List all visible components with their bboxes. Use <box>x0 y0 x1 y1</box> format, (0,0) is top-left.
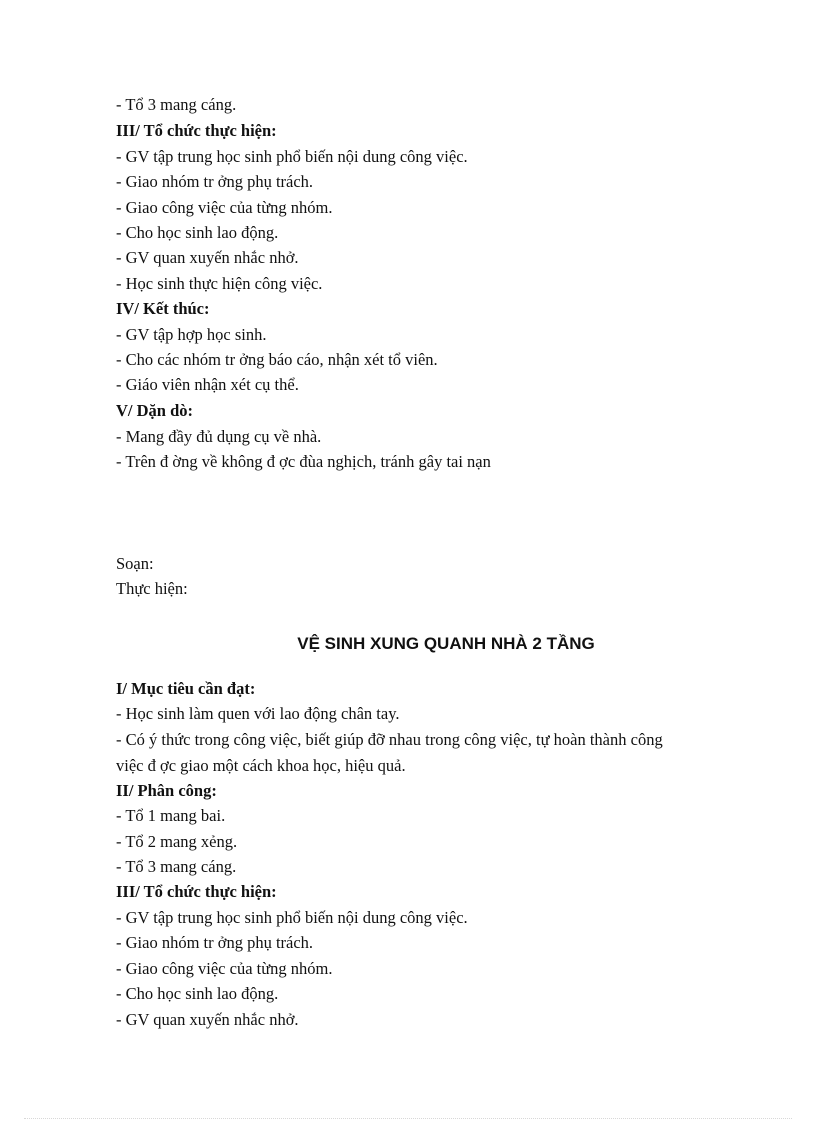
page-bottom-divider <box>24 1118 792 1119</box>
list-item: - Học sinh thực hiện công việc. <box>116 274 323 293</box>
list-item: - Giao công việc của từng nhóm. <box>116 198 333 217</box>
list-item: - GV tập trung học sinh phổ biến nội dung công việc. <box>116 908 468 927</box>
heading-conclusion: IV/ Kết thúc: <box>116 299 210 318</box>
assign-item-team3: - Tổ 3 mang cáng. <box>116 95 237 114</box>
list-item: - GV tập trung học sinh phổ biến nội dung công việc. <box>116 147 468 166</box>
heading-goals: I/ Mục tiêu cần đạt: <box>116 679 256 698</box>
taught-date-label: Thực hiện: <box>116 579 188 598</box>
list-item: - Giao nhóm tr ởng phụ trách. <box>116 172 314 191</box>
list-item: - GV quan xuyến nhắc nhở. <box>116 1010 299 1029</box>
list-item: - Trên đ ờng về không đ ợc đùa nghịch, tránh gây tai nạn <box>116 452 491 471</box>
list-item: - Cho học sinh lao động. <box>116 984 279 1003</box>
list-item: - Học sinh làm quen với lao động chân tay. <box>116 704 400 723</box>
prepared-date-label: Soạn: <box>116 554 154 573</box>
list-item: - Giao công việc của từng nhóm. <box>116 959 333 978</box>
list-item: - Tổ 2 mang xẻng. <box>116 832 238 851</box>
lesson-title: VỆ SINH XUNG QUANH NHÀ 2 TẦNG <box>297 634 595 653</box>
list-item: - Mang đầy đủ dụng cụ về nhà. <box>116 427 322 446</box>
list-item: - Cho học sinh lao động. <box>116 223 279 242</box>
list-item: - Tổ 1 mang bai. <box>116 806 226 825</box>
list-item: - Giao nhóm tr ởng phụ trách. <box>116 933 314 952</box>
list-item: - GV quan xuyến nhắc nhở. <box>116 248 299 267</box>
heading-organization: III/ Tổ chức thực hiện: <box>116 882 277 901</box>
list-item: - Cho các nhóm tr ởng báo cáo, nhận xét tổ viên. <box>116 350 438 369</box>
list-item: - GV tập hợp học sinh. <box>116 325 267 344</box>
list-item: - Có ý thức trong công việc, biết giúp đỡ nhau trong công việc, tự hoàn thành công <box>116 730 663 749</box>
heading-organization: III/ Tổ chức thực hiện: <box>116 121 277 140</box>
heading-assignment: II/ Phân công: <box>116 781 217 800</box>
list-item: - Giáo viên nhận xét cụ thể. <box>116 375 299 394</box>
heading-reminders: V/ Dặn dò: <box>116 401 194 420</box>
list-item: việc đ ợc giao một cách khoa học, hiệu quả. <box>116 756 406 775</box>
list-item: - Tổ 3 mang cáng. <box>116 857 237 876</box>
